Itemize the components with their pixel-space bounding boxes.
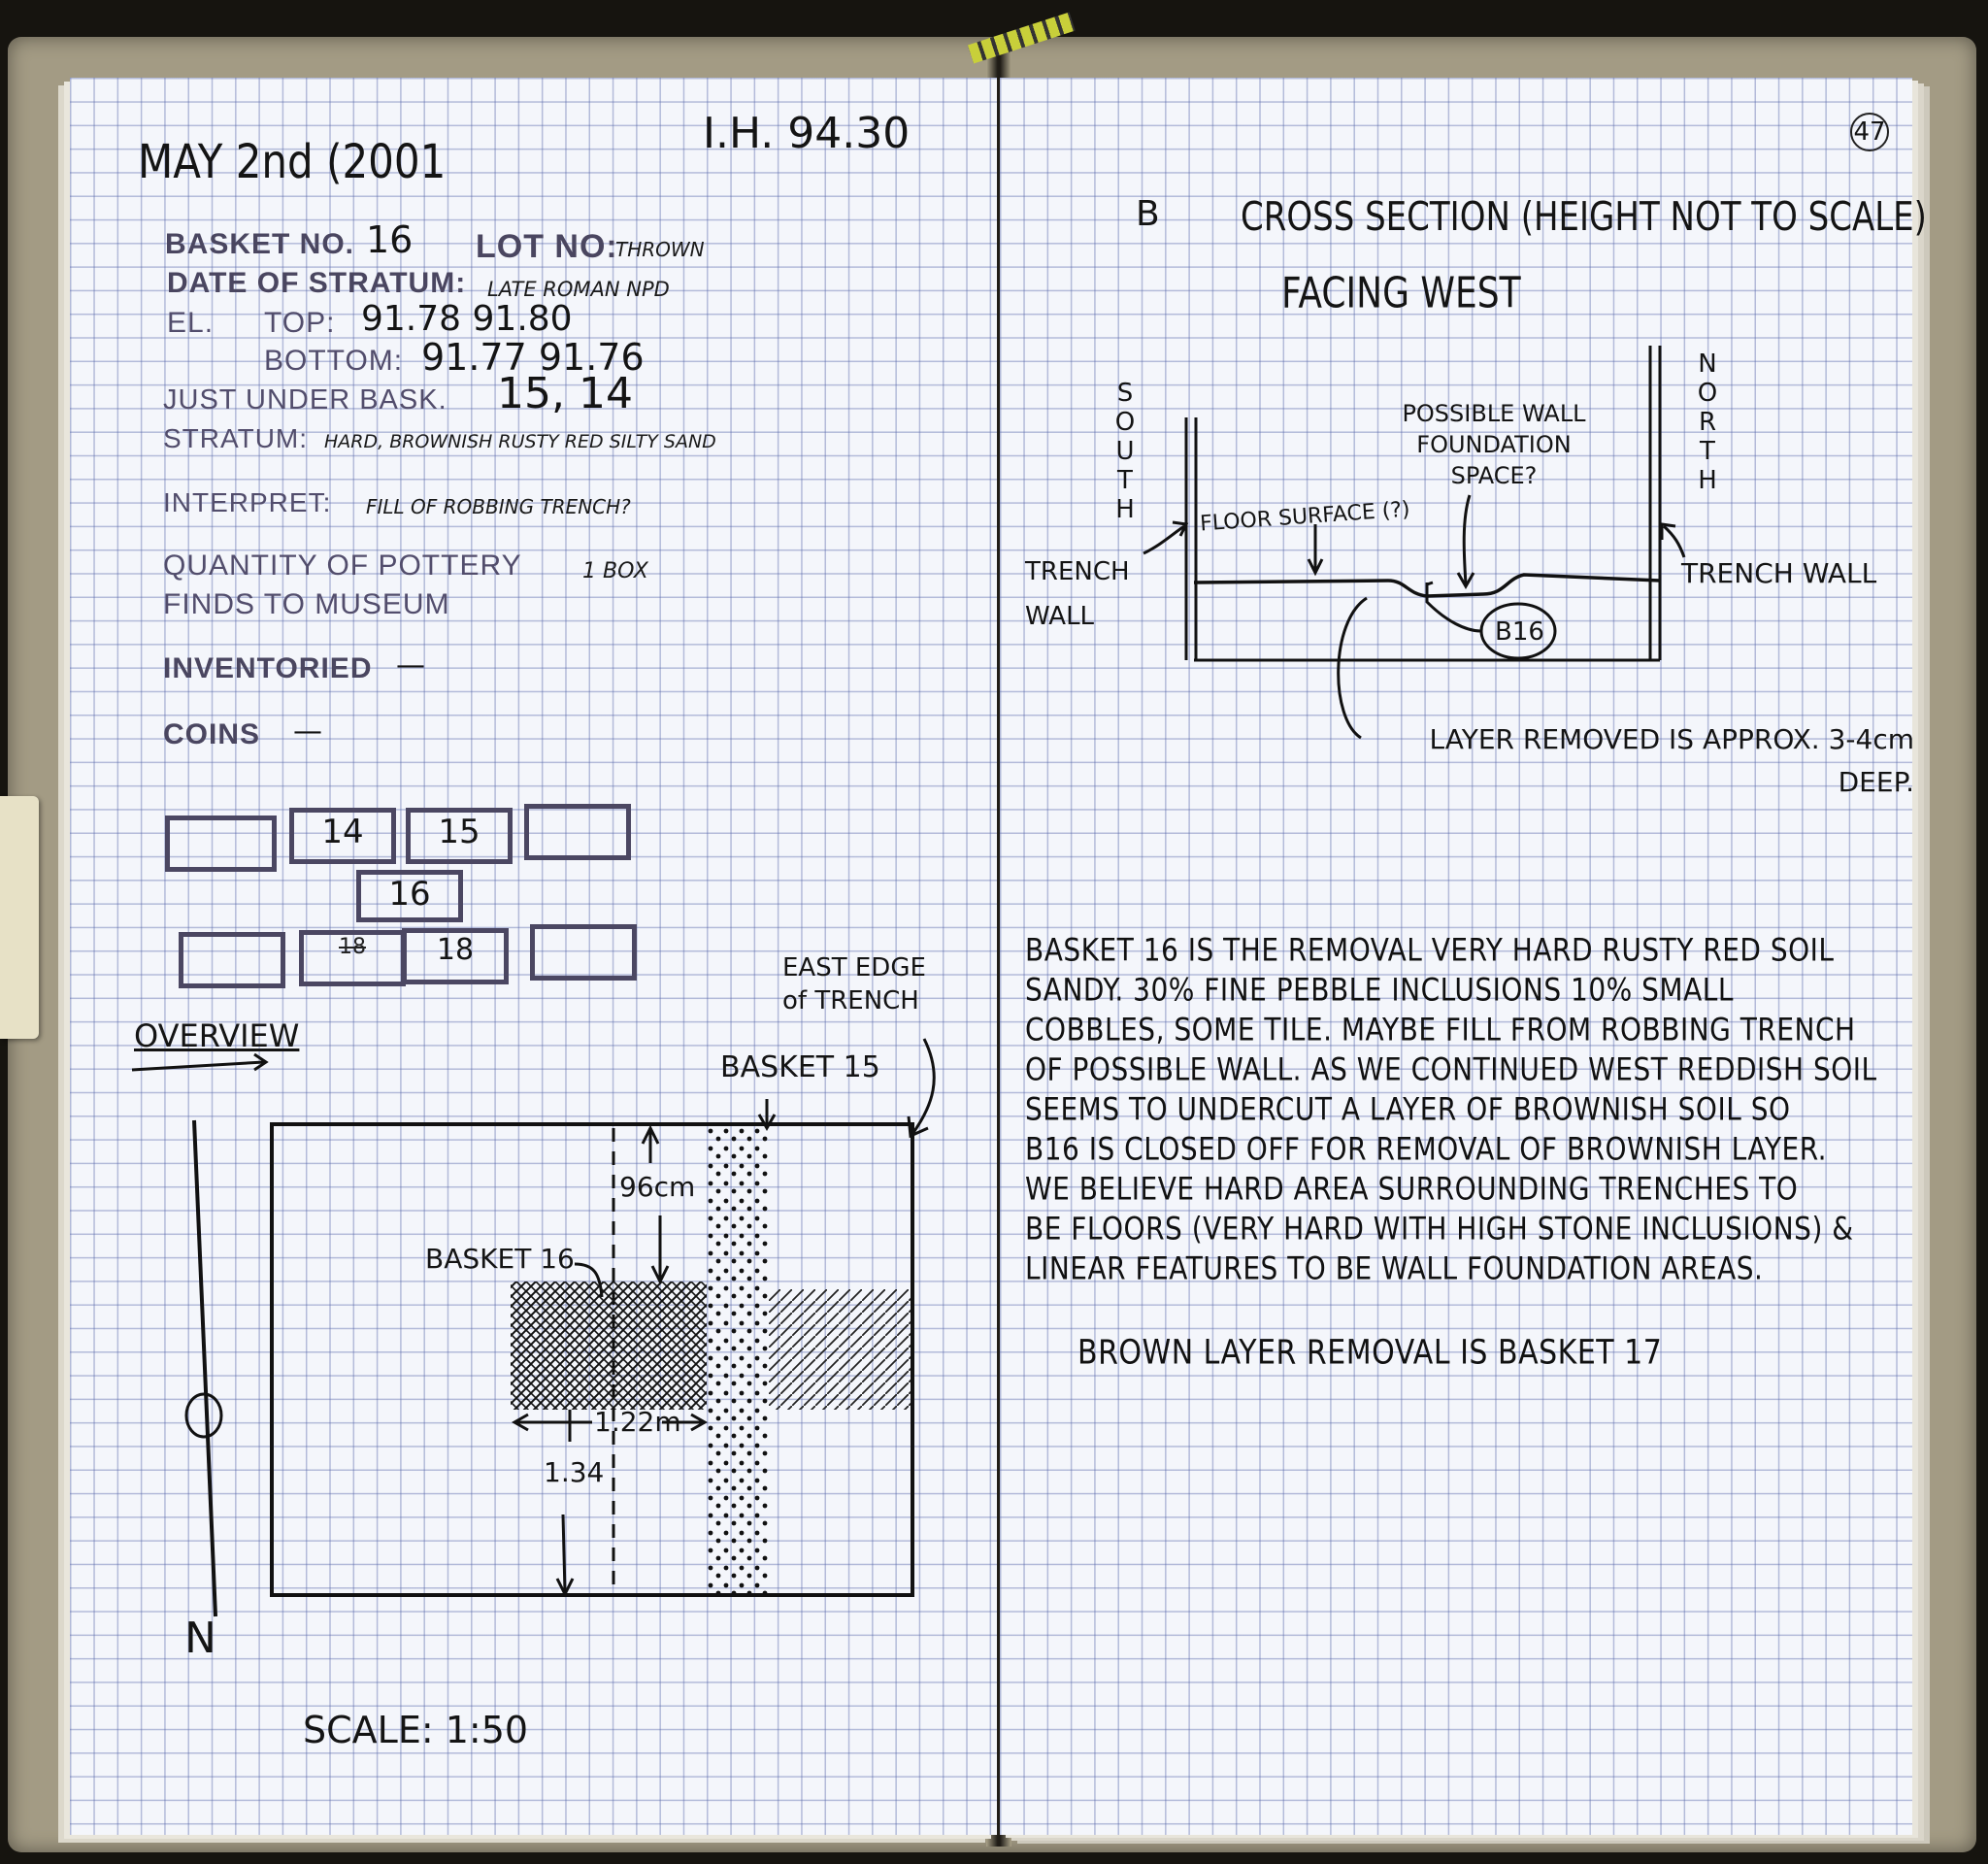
grid-box-r1-3: 15 [406, 808, 513, 864]
stratum-value: HARD, BROWNISH RUSTY RED SILTY SAND [324, 431, 716, 452]
note-line-7: WE BELIEVE HARD AREA SURROUNDING TRENCHES TO [1025, 1170, 1799, 1208]
coins-value: — [293, 715, 322, 749]
stratum-label: STRATUM: [163, 423, 309, 453]
top-value: 91.78 91.80 [361, 299, 573, 339]
inventoried-label: INVENTORIED [163, 652, 373, 684]
finds-label: FINDS TO MUSEUM [163, 588, 450, 620]
date-of-stratum-label: DATE OF STRATUM: [167, 267, 467, 299]
basket15-strip [706, 1128, 770, 1599]
scale-label: SCALE: 1:50 [303, 1709, 529, 1751]
hatched-area [769, 1289, 911, 1410]
note-line-4: OF POSSIBLE WALL. AS WE CONTINUED WEST REDDISH SOIL [1025, 1050, 1877, 1088]
top-label: TOP: [264, 307, 336, 339]
cross-section-title: CROSS SECTION (HEIGHT NOT TO SCALE) [1241, 194, 1927, 241]
possible-wall-label: POSSIBLE WALL FOUNDATION SPACE? [1402, 400, 1586, 489]
north-letter: N [184, 1614, 216, 1663]
trench-wall-left: TRENCH WALL [1025, 557, 1130, 631]
east-edge-label: EAST EDGE of TRENCH [782, 953, 926, 1015]
note-line-3: COBBLES, SOME TILE. MAYBE FILL FROM ROBBING TRENCH [1025, 1011, 1856, 1048]
overview-title: OVERVIEW [134, 1017, 300, 1054]
dim-96cm: 96cm [619, 1171, 696, 1203]
b16-label: B16 [1495, 617, 1544, 647]
interpret-label: INTERPRET: [163, 487, 332, 517]
north-label: NORTH [1697, 350, 1718, 495]
just-under-label: JUST UNDER BASK. [163, 384, 447, 416]
note-line-5: SEEMS TO UNDERCUT A LAYER OF BROWNISH SOIL SO [1025, 1090, 1791, 1128]
date-entry: MAY 2nd (2001 [138, 134, 447, 189]
el-label: EL. [167, 307, 215, 339]
basket15-label: BASKET 15 [720, 1050, 880, 1084]
dim-122m: 1.22m [594, 1406, 681, 1438]
just-under-value: 15, 14 [497, 369, 633, 418]
note-line-2: SANDY. 30% FINE PEBBLE INCLUSIONS 10% SMALL [1025, 971, 1734, 1009]
grid-box-r1-2: 14 [289, 808, 396, 864]
basket-no-label: BASKET NO. [165, 228, 355, 260]
right-page [1000, 78, 1927, 1835]
facing-west: FACING WEST [1281, 270, 1521, 318]
bottom-label: BOTTOM: [264, 345, 404, 377]
grid-box-r3-3: 18 [402, 928, 509, 984]
layer-removed-label: LAYER REMOVED IS APPROX. 3-4cm DEEP. [1429, 723, 1914, 798]
north-arrow-line [194, 1120, 215, 1616]
basket16-area [511, 1282, 707, 1410]
dim-134: 1.34 [544, 1456, 605, 1488]
lot-no-label: LOT NO: [476, 228, 618, 265]
final-note: BROWN LAYER REMOVAL IS BASKET 17 [1077, 1333, 1663, 1373]
inventoried-value: — [396, 649, 425, 682]
bottom-value: 91.77 91.76 [421, 336, 645, 379]
pottery-value: 1 BOX [582, 559, 648, 583]
pottery-label: QUANTITY OF POTTERY [163, 549, 522, 582]
overview-arrow [132, 1062, 264, 1070]
basket-no-value: 16 [366, 218, 414, 261]
south-label: SOUTH [1114, 379, 1136, 524]
note-line-1: BASKET 16 IS THE REMOVAL VERY HARD RUSTY RED SOIL [1025, 931, 1835, 969]
area-code: I.H. 94.30 [703, 109, 911, 158]
date-of-stratum-value: LATE ROMAN NPD [487, 278, 670, 301]
lot-no-value: THROWN [615, 238, 705, 261]
trench-wall-right: TRENCH WALL [1681, 557, 1877, 589]
note-line-8: BE FLOORS (VERY HARD WITH HIGH STONE INCLUSIONS) & [1025, 1210, 1854, 1248]
section-marker: B [1136, 194, 1160, 234]
page-number: 47 [1850, 113, 1889, 151]
note-line-6: B16 IS CLOSED OFF FOR REMOVAL OF BROWNISH LAYER. [1025, 1130, 1828, 1168]
note-line-9: LINEAR FEATURES TO BE WALL FOUNDATION AREAS. [1025, 1249, 1764, 1287]
floor-surface-label: FLOOR SURFACE (?) [1199, 497, 1411, 537]
interpret-value: FILL OF ROBBING TRENCH? [366, 495, 631, 518]
elastic-strap [0, 796, 39, 1039]
left-page [70, 78, 997, 1835]
north-arrow-circle [186, 1394, 221, 1437]
grid-box-r3-2: 18 [299, 930, 406, 986]
grid-box-r2-1: 16 [356, 870, 463, 922]
basket16-label: BASKET 16 [425, 1243, 575, 1275]
coins-label: COINS [163, 718, 261, 750]
